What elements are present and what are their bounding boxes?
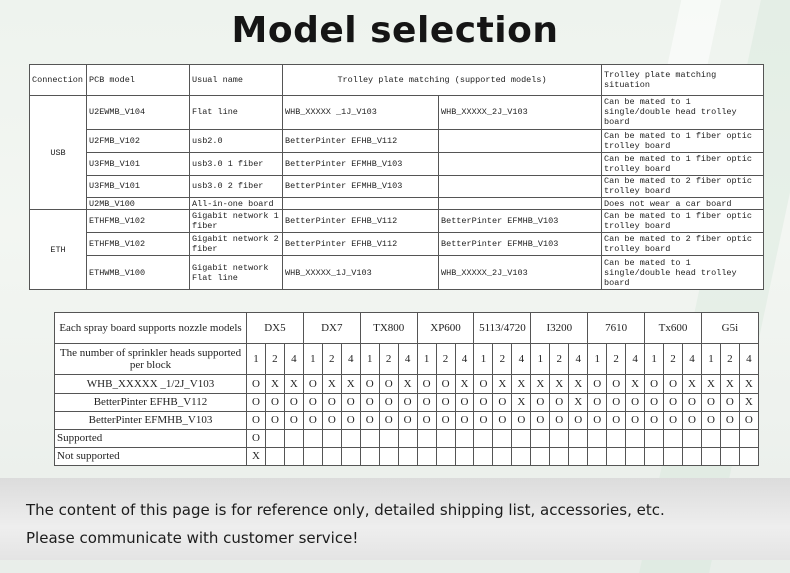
support-cell: O [322, 393, 341, 411]
empty-cell [588, 429, 607, 447]
table-row [30, 256, 764, 290]
support-cell: O [720, 411, 739, 429]
legend-label: Not supported [55, 447, 247, 465]
support-cell: O [322, 411, 341, 429]
empty-cell [493, 429, 512, 447]
page-title: Model selection [231, 10, 559, 51]
empty-cell [645, 429, 664, 447]
head-count-cell: 4 [455, 344, 474, 375]
nozzle-model-cell: DX7 [303, 313, 360, 344]
empty-cell [303, 447, 322, 465]
empty-cell [531, 447, 550, 465]
support-cell: O [265, 393, 284, 411]
empty-cell [284, 447, 303, 465]
support-cell: O [664, 411, 683, 429]
legend-symbol: X [247, 447, 266, 465]
support-cell: X [739, 375, 758, 393]
support-cell: O [474, 375, 493, 393]
support-cell: O [531, 393, 550, 411]
support-cell: O [664, 393, 683, 411]
nozzle-model-cell: G5i [701, 313, 758, 344]
empty-cell [265, 429, 284, 447]
empty-cell [720, 447, 739, 465]
support-cell: O [341, 393, 360, 411]
empty-cell [417, 429, 436, 447]
empty-cell [550, 429, 569, 447]
name-cell: All-in-one board [190, 198, 283, 210]
support-cell: X [720, 375, 739, 393]
support-cell: O [379, 411, 398, 429]
support-cell: X [683, 375, 702, 393]
board-row [55, 411, 759, 429]
empty-cell [512, 429, 531, 447]
empty-cell [341, 447, 360, 465]
empty-cell [360, 447, 379, 465]
empty-cell [720, 429, 739, 447]
nozzle-support-table [54, 312, 759, 466]
empty-cell [531, 429, 550, 447]
nozzle-model-cell: 5113/4720 [474, 313, 531, 344]
model1-cell: WHB_XXXXX _1J_V103 [283, 96, 439, 130]
empty-cell [322, 447, 341, 465]
support-cell: X [701, 375, 720, 393]
pcb-cell: U2MB_V100 [87, 198, 190, 210]
head-count-cell: 4 [739, 344, 758, 375]
empty-cell [474, 447, 493, 465]
nozzle-model-cell: XP600 [417, 313, 474, 344]
support-cell: O [645, 393, 664, 411]
model2-cell: WHB_XXXXX_2J_V103 [439, 96, 602, 130]
header-usual-name: Usual name [190, 65, 283, 96]
support-cell: O [626, 393, 645, 411]
situation-cell: Can be mated to 2 fiber optic trolley board [602, 175, 764, 198]
support-cell: O [247, 411, 266, 429]
support-cell: O [341, 411, 360, 429]
head-count-cell: 2 [379, 344, 398, 375]
model2-cell [439, 175, 602, 198]
name-cell: Gigabit network 2 fiber [190, 233, 283, 256]
head-count-cell: 1 [531, 344, 550, 375]
board-row [55, 375, 759, 393]
support-cell: O [550, 411, 569, 429]
support-cell: O [436, 411, 455, 429]
support-cell: X [569, 393, 588, 411]
empty-cell [739, 447, 758, 465]
support-cell: O [360, 393, 379, 411]
head-count-cell: 2 [436, 344, 455, 375]
empty-cell [607, 447, 626, 465]
empty-cell [739, 429, 758, 447]
empty-cell [379, 429, 398, 447]
head-count-cell: 2 [322, 344, 341, 375]
situation-cell: Can be mated to 1 single/double head trolley board [602, 256, 764, 290]
empty-cell [455, 447, 474, 465]
situation-cell: Can be mated to 1 fiber optic trolley board [602, 152, 764, 175]
empty-cell [341, 429, 360, 447]
support-cell: O [398, 411, 417, 429]
name-cell: usb3.0 2 fiber [190, 175, 283, 198]
support-cell: X [531, 375, 550, 393]
support-cell: X [341, 375, 360, 393]
support-cell: X [626, 375, 645, 393]
support-cell: O [588, 393, 607, 411]
support-cell: O [417, 375, 436, 393]
pcb-cell: U2FMB_V102 [87, 129, 190, 152]
head-count-cell: 4 [341, 344, 360, 375]
support-cell: X [569, 375, 588, 393]
table-header-row [30, 65, 764, 96]
name-cell: Flat line [190, 96, 283, 130]
head-count-cell: 1 [360, 344, 379, 375]
support-cell: O [512, 411, 531, 429]
support-cell: O [664, 375, 683, 393]
support-cell: O [379, 393, 398, 411]
empty-cell [645, 447, 664, 465]
name-cell: usb3.0 1 fiber [190, 152, 283, 175]
name-cell: Gigabit network Flat line [190, 256, 283, 290]
head-count-cell: 4 [683, 344, 702, 375]
empty-cell [588, 447, 607, 465]
support-cell: O [360, 375, 379, 393]
name-cell: Gigabit network 1 fiber [190, 210, 283, 233]
support-cell: O [739, 411, 758, 429]
nozzle-model-cell: Tx600 [645, 313, 702, 344]
empty-cell [569, 447, 588, 465]
support-cell: O [436, 375, 455, 393]
empty-cell [436, 447, 455, 465]
support-cell: O [683, 393, 702, 411]
empty-cell [493, 447, 512, 465]
support-cell: O [645, 411, 664, 429]
empty-cell [303, 429, 322, 447]
footer-band [0, 478, 790, 560]
model1-cell [283, 198, 439, 210]
head-count-cell: 2 [720, 344, 739, 375]
header-pcb-model: PCB model [87, 65, 190, 96]
legend-label: Supported [55, 429, 247, 447]
support-cell: O [417, 411, 436, 429]
support-cell: O [360, 411, 379, 429]
support-cell: X [512, 375, 531, 393]
pcb-cell: ETHFMB_V102 [87, 210, 190, 233]
support-cell: O [701, 393, 720, 411]
support-cell: X [739, 393, 758, 411]
table-row [30, 210, 764, 233]
situation-cell: Can be mated to 1 single/double head trolley board [602, 96, 764, 130]
model2-cell: BetterPinter EFMHB_V103 [439, 233, 602, 256]
head-count-cell: 1 [645, 344, 664, 375]
support-cell: O [455, 411, 474, 429]
support-cell: O [265, 411, 284, 429]
support-cell: O [303, 411, 322, 429]
model2-cell [439, 129, 602, 152]
nozzle-header-row [55, 313, 759, 344]
empty-cell [379, 447, 398, 465]
support-cell: O [398, 393, 417, 411]
empty-cell [360, 429, 379, 447]
support-cell: X [398, 375, 417, 393]
pcb-cell: U3FMB_V101 [87, 152, 190, 175]
support-cell: O [436, 393, 455, 411]
heads-label: The number of sprinkler heads supported per block [55, 344, 247, 375]
empty-cell [701, 429, 720, 447]
head-count-cell: 2 [265, 344, 284, 375]
head-count-cell: 4 [398, 344, 417, 375]
head-count-cell: 2 [607, 344, 626, 375]
model1-cell: BetterPinter EFHB_V112 [283, 233, 439, 256]
head-count-cell: 1 [701, 344, 720, 375]
support-cell: O [303, 393, 322, 411]
pcb-cell: U2EWMB_V104 [87, 96, 190, 130]
support-cell: X [322, 375, 341, 393]
support-cell: O [493, 393, 512, 411]
support-cell: O [569, 411, 588, 429]
model2-cell [439, 198, 602, 210]
support-cell: X [550, 375, 569, 393]
empty-cell [683, 447, 702, 465]
support-cell: O [531, 411, 550, 429]
empty-cell [474, 429, 493, 447]
table-row [30, 152, 764, 175]
legend-row [55, 429, 759, 447]
support-cell: O [607, 411, 626, 429]
situation-cell: Can be mated to 1 fiber optic trolley board [602, 210, 764, 233]
header-trolley-situation: Trolley plate matching situation [602, 65, 764, 96]
head-count-cell: 2 [493, 344, 512, 375]
model2-cell: WHB_XXXXX_2J_V103 [439, 256, 602, 290]
empty-cell [284, 429, 303, 447]
nozzle-header-label: Each spray board supports nozzle models [55, 313, 247, 344]
support-cell: O [588, 411, 607, 429]
empty-cell [455, 429, 474, 447]
board-name-cell: BetterPinter EFHB_V112 [55, 393, 247, 411]
group-usb: USB [30, 96, 87, 210]
table-row [30, 233, 764, 256]
header-trolley-matching: Trolley plate matching (supported models) [283, 65, 602, 96]
nozzle-model-cell: I3200 [531, 313, 588, 344]
empty-cell [664, 429, 683, 447]
model1-cell: BetterPinter EFHB_V112 [283, 129, 439, 152]
pcb-model-table [29, 64, 764, 290]
empty-cell [683, 429, 702, 447]
situation-cell: Can be mated to 2 fiber optic trolley board [602, 233, 764, 256]
group-eth: ETH [30, 210, 87, 290]
support-cell: O [284, 393, 303, 411]
nozzle-model-cell: DX5 [247, 313, 304, 344]
head-count-cell: 4 [284, 344, 303, 375]
empty-cell [417, 447, 436, 465]
support-cell: O [683, 411, 702, 429]
table-row [30, 198, 764, 210]
footer-note: The content of this page is for reference only, detailed shipping list, accessories, etc. [26, 501, 665, 519]
footer-contact: Please communicate with customer service! [26, 529, 359, 547]
empty-cell [701, 447, 720, 465]
support-cell: O [701, 411, 720, 429]
model1-cell: BetterPinter EFMHB_V103 [283, 175, 439, 198]
support-cell: O [550, 393, 569, 411]
name-cell: usb2.0 [190, 129, 283, 152]
nozzle-model-cell: TX800 [360, 313, 417, 344]
pcb-cell: ETHFMB_V102 [87, 233, 190, 256]
head-count-cell: 2 [664, 344, 683, 375]
support-cell: O [607, 393, 626, 411]
head-count-cell: 4 [626, 344, 645, 375]
empty-cell [265, 447, 284, 465]
support-cell: O [379, 375, 398, 393]
head-count-cell: 1 [303, 344, 322, 375]
board-row [55, 393, 759, 411]
table-row [30, 96, 764, 130]
support-cell: O [247, 375, 266, 393]
head-count-cell: 1 [417, 344, 436, 375]
support-cell: X [284, 375, 303, 393]
support-cell: O [645, 375, 664, 393]
head-count-cell: 1 [247, 344, 266, 375]
model1-cell: WHB_XXXXX_1J_V103 [283, 256, 439, 290]
empty-cell [607, 429, 626, 447]
support-cell: O [284, 411, 303, 429]
heads-row [55, 344, 759, 375]
table-row [30, 175, 764, 198]
support-cell: O [417, 393, 436, 411]
board-name-cell: WHB_XXXXX _1/2J_V103 [55, 375, 247, 393]
model2-cell: BetterPinter EFMHB_V103 [439, 210, 602, 233]
empty-cell [626, 429, 645, 447]
model2-cell [439, 152, 602, 175]
situation-cell: Can be mated to 1 fiber optic trolley board [602, 129, 764, 152]
header-connection: Connection [30, 65, 87, 96]
support-cell: O [303, 375, 322, 393]
legend-row [55, 447, 759, 465]
pcb-cell: U3FMB_V101 [87, 175, 190, 198]
empty-cell [664, 447, 683, 465]
support-cell: O [455, 393, 474, 411]
support-cell: X [512, 393, 531, 411]
support-cell: O [493, 411, 512, 429]
empty-cell [512, 447, 531, 465]
head-count-cell: 4 [569, 344, 588, 375]
empty-cell [569, 429, 588, 447]
support-cell: O [474, 411, 493, 429]
head-count-cell: 2 [550, 344, 569, 375]
support-cell: X [265, 375, 284, 393]
empty-cell [398, 447, 417, 465]
empty-cell [550, 447, 569, 465]
support-cell: O [720, 393, 739, 411]
support-cell: O [247, 393, 266, 411]
head-count-cell: 1 [474, 344, 493, 375]
empty-cell [398, 429, 417, 447]
empty-cell [436, 429, 455, 447]
model1-cell: BetterPinter EFHB_V112 [283, 210, 439, 233]
head-count-cell: 4 [512, 344, 531, 375]
empty-cell [626, 447, 645, 465]
support-cell: X [493, 375, 512, 393]
support-cell: O [588, 375, 607, 393]
support-cell: O [474, 393, 493, 411]
empty-cell [322, 429, 341, 447]
support-cell: X [455, 375, 474, 393]
model1-cell: BetterPinter EFMHB_V103 [283, 152, 439, 175]
head-count-cell: 1 [588, 344, 607, 375]
situation-cell: Does not wear a car board [602, 198, 764, 210]
support-cell: O [626, 411, 645, 429]
legend-symbol: O [247, 429, 266, 447]
board-name-cell: BetterPinter EFMHB_V103 [55, 411, 247, 429]
pcb-cell: ETHWMB_V100 [87, 256, 190, 290]
table-row [30, 129, 764, 152]
support-cell: O [607, 375, 626, 393]
nozzle-model-cell: 7610 [588, 313, 645, 344]
